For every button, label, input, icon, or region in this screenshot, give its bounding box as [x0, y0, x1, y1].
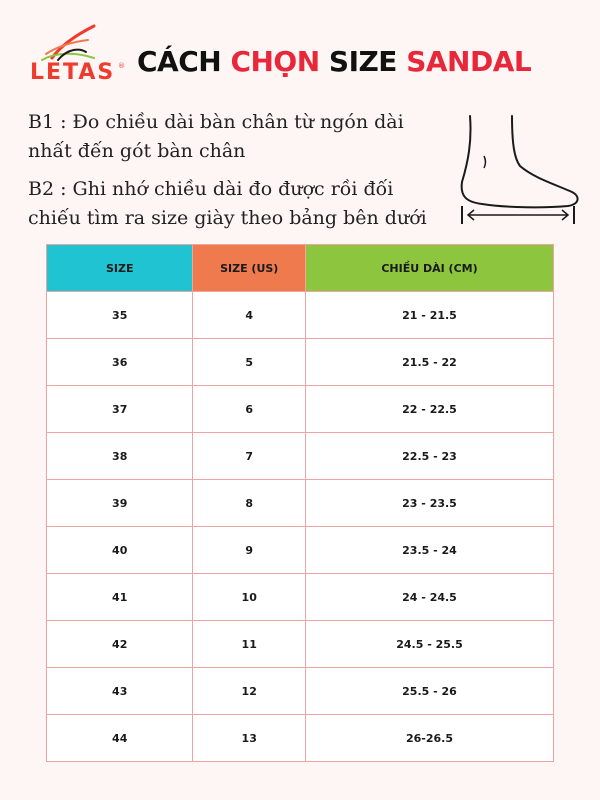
cell-length: 23.5 - 24 [306, 527, 554, 574]
swoosh-logo-icon [28, 22, 124, 62]
table-row [47, 433, 554, 480]
cell-length: 22 - 22.5 [306, 386, 554, 433]
cell-size-us: 5 [193, 339, 306, 386]
brand-logo [28, 22, 124, 92]
cell-length: 26-26.5 [306, 715, 554, 762]
cell-length: 25.5 - 26 [306, 668, 554, 715]
table-row [47, 668, 554, 715]
table-row [47, 715, 554, 762]
table-row [47, 480, 554, 527]
cell-size: 37 [47, 386, 193, 433]
logo-text: LETAS [30, 60, 116, 85]
foot-measure-icon [458, 112, 582, 230]
header-length-cm: CHIỀU DÀI (CM) [306, 245, 554, 292]
title-word-4: SANDAL [406, 45, 532, 78]
cell-size-us: 12 [193, 668, 306, 715]
cell-size-us: 11 [193, 621, 306, 668]
cell-size-us: 4 [193, 292, 306, 339]
cell-size-us: 9 [193, 527, 306, 574]
table-row [47, 386, 554, 433]
cell-size-us: 13 [193, 715, 306, 762]
header-size-us: SIZE (US) [193, 245, 306, 292]
table-row [47, 621, 554, 668]
step-2-instruction: B2 : Ghi nhớ chiều dài đo được rồi đối chiếu tìm ra size giày theo bảng bên dưới [28, 178, 427, 229]
cell-length: 23 - 23.5 [306, 480, 554, 527]
cell-size: 36 [47, 339, 193, 386]
cell-size: 38 [47, 433, 193, 480]
cell-length: 24.5 - 25.5 [306, 621, 554, 668]
cell-size: 43 [47, 668, 193, 715]
size-chart-table [46, 244, 554, 762]
header-size: SIZE [47, 245, 193, 292]
table-row [47, 292, 554, 339]
cell-size: 39 [47, 480, 193, 527]
table-row [47, 574, 554, 621]
cell-size-us: 8 [193, 480, 306, 527]
title-word-2: CHỌN [230, 45, 320, 78]
cell-length: 21.5 - 22 [306, 339, 554, 386]
table-row [47, 339, 554, 386]
cell-size: 44 [47, 715, 193, 762]
logo-registered-mark: ® [118, 62, 125, 70]
table-header-row [47, 245, 554, 292]
cell-size: 42 [47, 621, 193, 668]
cell-size-us: 10 [193, 574, 306, 621]
cell-size: 35 [47, 292, 193, 339]
page-title [137, 45, 531, 78]
step-1-instruction: B1 : Đo chiều dài bàn chân từ ngón dài nhất đến gót bàn chân [28, 111, 404, 162]
cell-length: 21 - 21.5 [306, 292, 554, 339]
cell-size-us: 7 [193, 433, 306, 480]
cell-length: 24 - 24.5 [306, 574, 554, 621]
table-row [47, 527, 554, 574]
title-word-3: SIZE [328, 45, 397, 78]
cell-length: 22.5 - 23 [306, 433, 554, 480]
cell-size: 41 [47, 574, 193, 621]
cell-size-us: 6 [193, 386, 306, 433]
cell-size: 40 [47, 527, 193, 574]
title-word-1: CÁCH [137, 45, 222, 78]
